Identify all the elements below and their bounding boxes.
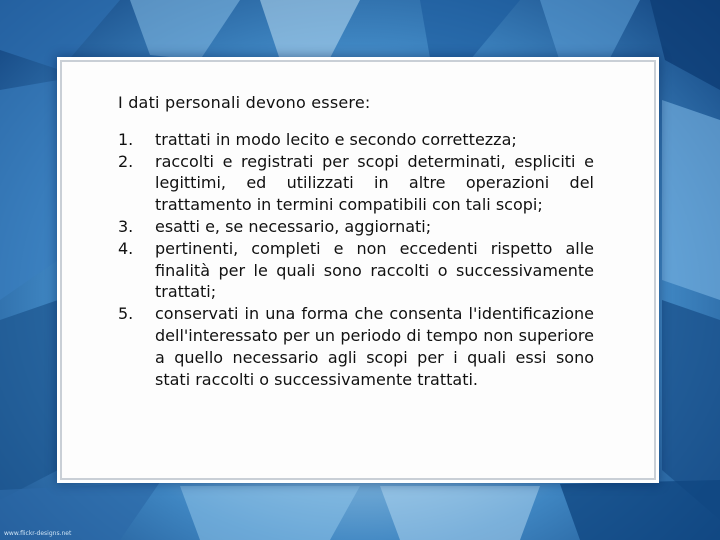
list-item-text: trattati in modo lecito e secondo correttezza;	[155, 129, 517, 149]
list-item-number: 2.	[118, 151, 134, 171]
list-item	[118, 238, 594, 303]
list-item-number: 3.	[118, 216, 134, 236]
list-item-number: 4.	[118, 238, 134, 258]
list-item-number: 1.	[118, 129, 134, 149]
list-item	[118, 151, 594, 216]
list-item	[118, 303, 594, 390]
requirements-list	[118, 129, 594, 391]
list-item	[118, 129, 594, 151]
list-item-text: pertinenti, completi e non eccedenti rispetto alle finalità per le quali sono raccolti o successivamente trattati;	[155, 238, 594, 302]
intro-heading: I dati personali devono essere:	[118, 93, 371, 112]
panel-content	[118, 92, 594, 390]
list-item-text: raccolti e registrati per scopi determinati, espliciti e legittimi, ed utilizzati in altre operazioni del trattamento in termini compatibili con tali scopi;	[155, 151, 594, 215]
text-panel	[60, 60, 656, 480]
list-item	[118, 216, 594, 238]
list-item-number: 5.	[118, 304, 134, 324]
watermark-text: www.flickr-designs.net	[4, 530, 72, 537]
list-item-text: conservati in una forma che consenta l'identificazione dell'interessato per un periodo di tempo non superiore a quello necessario agli scopi per i quali essi sono stati raccolti o successivamente trattati.	[155, 304, 594, 389]
list-item-text: esatti e, se necessario, aggiornati;	[155, 216, 432, 236]
